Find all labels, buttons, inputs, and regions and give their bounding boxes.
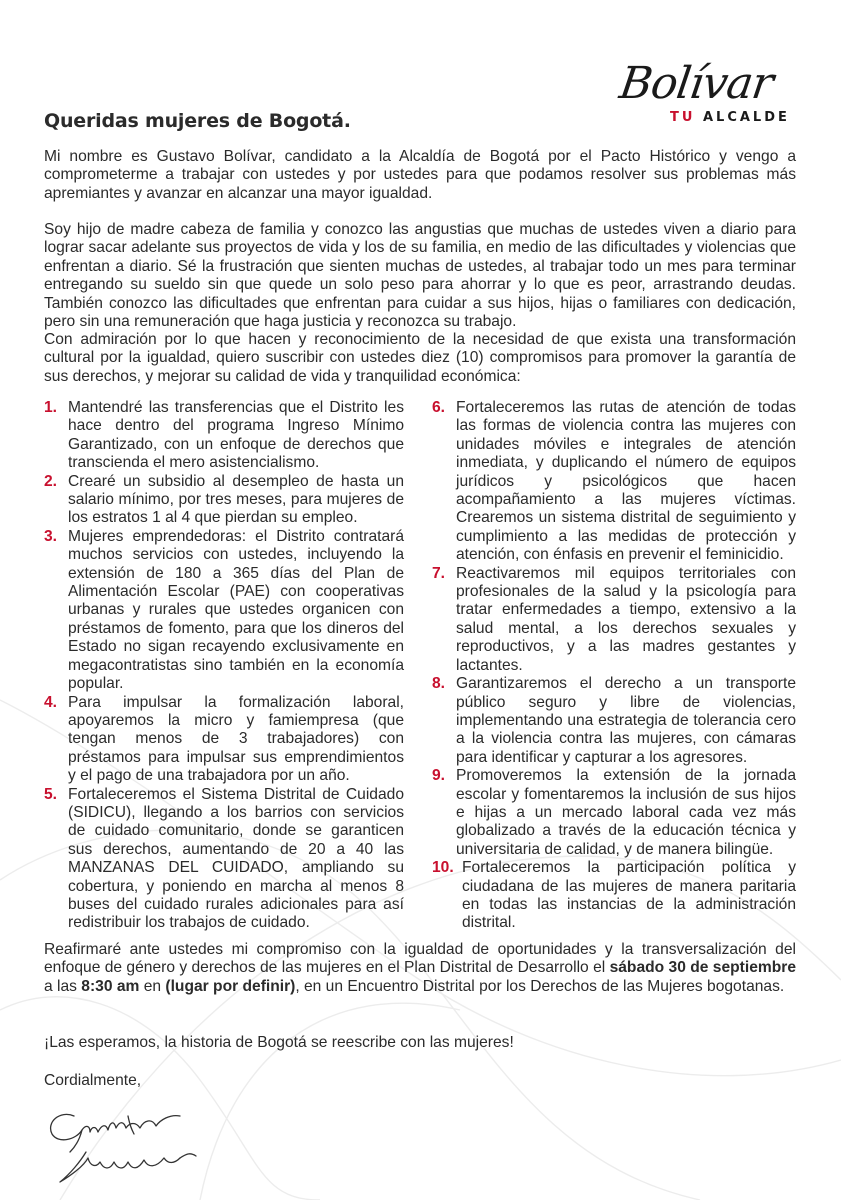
commitment-text: Fortaleceremos el Sistema Distrital de Cuidado (SIDICU), llegando a los barrios con servicios de cuidado comunitario, donde se garanticen sus derechos, aumentando de 20 a 40 las MANZANAS DEL CUIDADO, ampliando su cobertura, y poniendo en marcha al menos 8 buses del cuidado rurales adicionales para así redistribuir los trabajos de cuidado. [68, 785, 404, 932]
closing-text-4: , en un Encuentro Distrital por los Derechos de las Mujeres bogotanas. [295, 977, 785, 995]
commitments-column-left [44, 399, 404, 933]
logo-script-text: Bolívar [616, 58, 776, 109]
commitments-intro-paragraph: Con admiración por lo que hacen y reconocimiento de la necesidad de que exista una transformación cultural por la igualdad, quiero suscribir con ustedes diez (10) compromisos para promover la garantía de sus derechos, y mejorar su calidad de vida y tranquilidad económica: [44, 331, 796, 385]
logo-tu: TU [670, 110, 696, 125]
commitment-number: 1. [44, 399, 58, 416]
closing-place: (lugar por definir) [165, 977, 296, 995]
commitment-number: 7. [432, 564, 446, 582]
commitment-item [432, 767, 796, 859]
commitment-number: 6. [432, 399, 446, 416]
commitment-number: 10. [432, 859, 454, 877]
commitment-item [432, 675, 796, 767]
commitment-text: Garantizaremos el derecho a un transporte público seguro y libre de violencias, implementando una estrategia de tolerancia cero a la violencia contra las mujeres, con cámaras para identificar y capturar a los agresores. [456, 675, 796, 766]
commitment-text: Fortaleceremos las rutas de atención de todas las formas de violencia contra las mujeres con unidades móviles e integrales de atención inmediata, y duplicando el número de equipos jurídicos y psicológicos que hacen acompañamiento a las mujeres víctimas. Crearemos un sistema distrital de seguimiento y cumplimiento a las medidas de protección y atención, con énfasis en prevenir el feminicidio. [456, 399, 796, 564]
closing-time: 8:30 am [81, 977, 140, 995]
campaign-logo [616, 58, 798, 140]
intro-paragraph: Mi nombre es Gustavo Bolívar, candidato a la Alcaldía de Bogotá por el Pacto Histórico y vengo a comprometerme a trabajar con ustedes y por ustedes para que podamos resolver sus problemas más apremiantes y avanzar en alcanzar una mayor igualdad. [44, 148, 796, 202]
commitment-number: 4. [44, 693, 58, 711]
logo-subtitle [670, 110, 790, 125]
commitment-item [432, 859, 796, 933]
commitment-text: Mujeres emprendedoras: el Distrito contratará muchos servicios con ustedes, incluyendo la extensión de 180 a 365 días del Plan de Alimentación Escolar (PAE) con cooperativas urbanas y rurales que ustedes organicen con préstamos de fomento, para que los dineros del Estado no sigan recayendo exclusivamente en megacontratistas sino también en la economía popular. [68, 527, 404, 693]
closing-text-2: a las [44, 977, 82, 995]
commitment-number: 8. [432, 675, 446, 693]
closing-date: sábado 30 de septiembre [609, 959, 796, 977]
commitments-column-right [432, 399, 796, 933]
commitment-item [44, 473, 404, 528]
closing-text-3: en [139, 977, 166, 995]
commitment-text: Mantendré las transferencias que el Distrito les hace dentro del programa Ingreso Mínimo Garantizado, con un enfoque de derechos que transcienda el mero asistencialismo. [68, 399, 404, 472]
commitment-number: 5. [44, 785, 58, 803]
commitment-item [44, 528, 404, 694]
logo-alcalde: ALCALDE [702, 110, 790, 125]
commitment-text: Reactivaremos mil equipos territoriales con profesionales de la salud y la psicología para tratar enfermedades a tiempo, extensivo a la salud mental, a los derechos sexuales y reproductivos, y a las madres gestantes y lactantes. [456, 564, 796, 674]
handwritten-signature [40, 1100, 220, 1195]
commitment-text: Crearé un subsidio al desempleo de hasta un salario mínimo, por tres meses, para mujeres de los estratos 1 al 4 que pierdan su empleo. [68, 472, 404, 527]
background-paragraph: Soy hijo de madre cabeza de familia y conozco las angustias que muchas de ustedes viven a diario para lograr sacar adelante sus proyectos de vida y los de su familia, en medio de las dificultades y violencias que enfrentan a diario. Sé la frustración que sienten muchas de ustedes, al trabajar todo un mes para terminar entregando su sueldo sin que quede un solo peso para ahorrar y lo que es peor, arrastrando deudas. También conozco las dificultades que enfrentan para cuidar a sus hijos, hijas o familiares con dedicación, pero sin una remuneración que haga justicia y reconozca su trabajo. [44, 221, 796, 331]
letter-greeting: Queridas mujeres de Bogotá. [44, 110, 351, 132]
commitment-number: 9. [432, 767, 446, 785]
commitment-item [44, 786, 404, 933]
commitment-item [44, 694, 404, 786]
closing-text-1: Reafirmaré ante ustedes mi compromiso con la igualdad de oportunidades y la transversalización del enfoque de género y derechos de las mujeres en el Plan Distrital de Desarrollo el [44, 941, 796, 977]
commitment-number: 2. [44, 472, 58, 490]
commitment-item [44, 399, 404, 473]
commitment-number: 3. [44, 527, 58, 545]
signoff-line: Cordialmente, [44, 1072, 142, 1089]
closing-paragraph [44, 941, 796, 996]
commitment-item [432, 565, 796, 675]
commitment-text: Promoveremos la extensión de la jornada escolar y fomentaremos la inclusión de sus hijos e hijas a un mercado laboral cada vez más globalizado a través de la educación técnica y universitaria de calidad, y de manera bilingüe. [456, 767, 796, 858]
commitment-item [432, 399, 796, 565]
slogan-line: ¡Las esperamos, la historia de Bogotá se reescribe con las mujeres! [44, 1034, 514, 1051]
commitment-text: Para impulsar la formalización laboral, apoyaremos la micro y famiempresa (que tengan menos de 3 trabajadores) con préstamos para impulsar sus emprendimientos y el pago de una trabajadora por un año. [68, 693, 404, 785]
commitment-text: Fortaleceremos la participación política y ciudadana de las mujeres de manera paritaria en todas las instancias de la administración distrital. [462, 859, 796, 932]
